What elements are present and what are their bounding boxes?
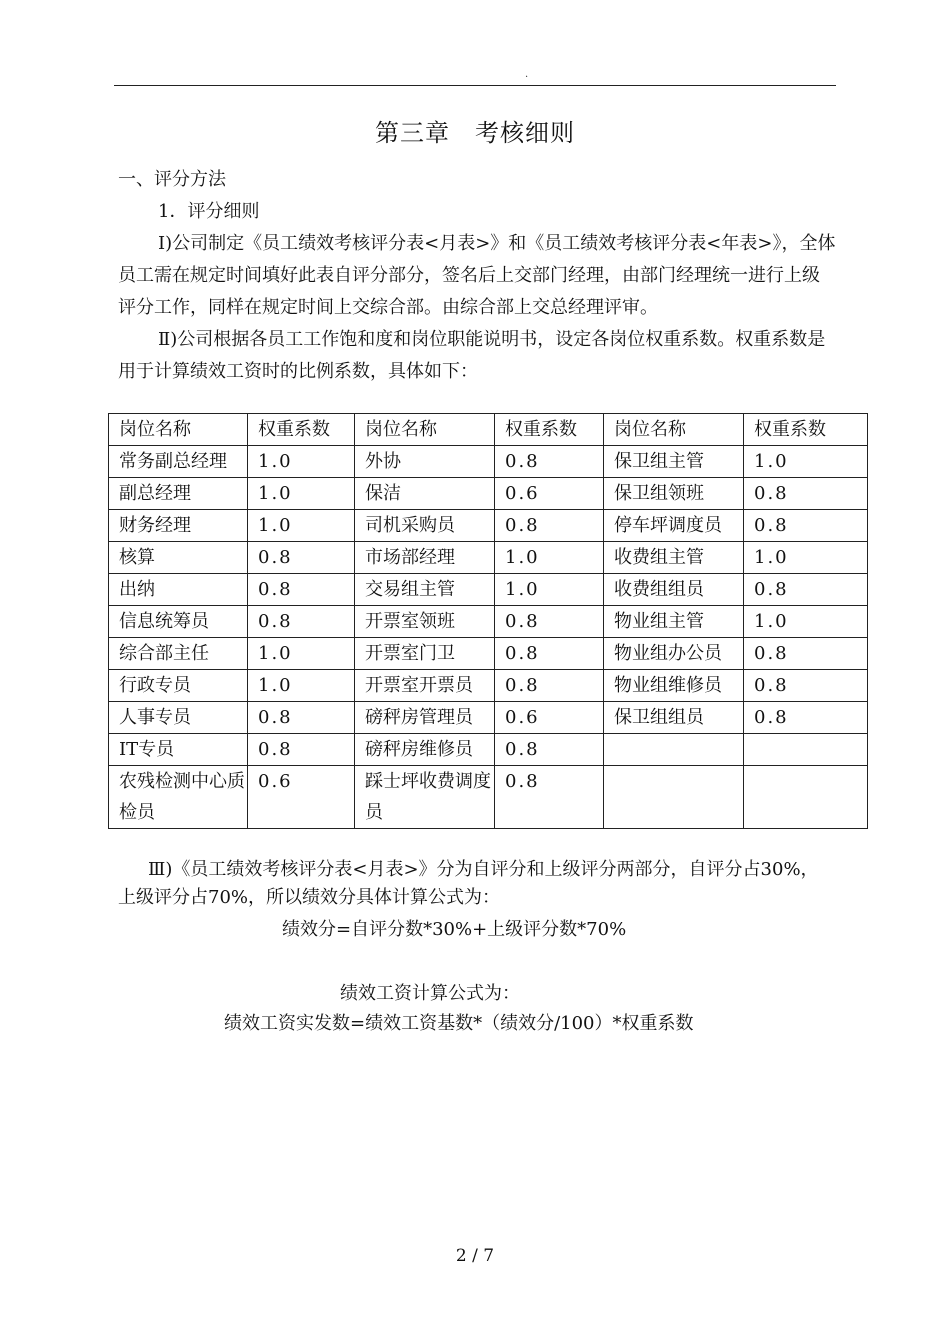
table-cell: 0.8 (248, 734, 355, 766)
table-row (109, 542, 868, 574)
table-cell: 收费组主管 (604, 542, 744, 574)
table-cell: 1.0 (495, 574, 604, 606)
table-cell: 0.8 (248, 702, 355, 734)
table-cell: 1.0 (248, 478, 355, 510)
table-cell: 农残检测中心质检员 (109, 766, 248, 829)
table-cell: 0.8 (248, 542, 355, 574)
table-header-cell: 权重系数 (744, 414, 868, 446)
table-cell: 综合部主任 (109, 638, 248, 670)
table-cell: 磅秤房管理员 (355, 702, 495, 734)
table-cell: 磅秤房维修员 (355, 734, 495, 766)
paragraph-3-line-2: 上级评分占70%，所以绩效分具体计算公式为： (118, 887, 501, 908)
table-header-cell: 权重系数 (495, 414, 604, 446)
table-row (109, 702, 868, 734)
page-number: 2 / 7 (455, 1246, 495, 1266)
table-row (109, 574, 868, 606)
table-cell: 0.8 (495, 766, 604, 829)
table-cell: 外协 (355, 446, 495, 478)
table-cell: 常务副总经理 (109, 446, 248, 478)
table-cell: 开票室开票员 (355, 670, 495, 702)
table-cell (604, 766, 744, 829)
table-cell: 保卫组组员 (604, 702, 744, 734)
table-cell (744, 766, 868, 829)
table-row (109, 510, 868, 542)
table-cell: 1.0 (248, 670, 355, 702)
table-cell: 0.8 (744, 638, 868, 670)
weight-coefficient-table (108, 413, 868, 829)
table-cell: 行政专员 (109, 670, 248, 702)
table-row (109, 670, 868, 702)
table-cell: 市场部经理 (355, 542, 495, 574)
table-cell: 保卫组主管 (604, 446, 744, 478)
chapter-title: 第三章 考核细则 (375, 119, 575, 147)
table-header-cell: 岗位名称 (109, 414, 248, 446)
table-cell: 0.8 (495, 510, 604, 542)
table-cell: 0.8 (744, 574, 868, 606)
table-cell: 信息统筹员 (109, 606, 248, 638)
table-cell: 0.8 (495, 734, 604, 766)
header-rule (114, 85, 836, 86)
table-row (109, 606, 868, 638)
paragraph-1: Ⅰ)公司制定《员工绩效考核评分表<月表>》和《员工绩效考核评分表<年表>》，全体员工需在规定时间填好此表自评分部分，签名后上交部门经理，由部门经理统一进行上级评分工作，同样在规定时间上交综合部。由综合部上交总经理评审。 (118, 233, 836, 318)
table-cell: 0.8 (495, 638, 604, 670)
table-cell: 1.0 (744, 446, 868, 478)
table-cell: 1.0 (248, 446, 355, 478)
table-row (109, 638, 868, 670)
table-cell: 0.8 (744, 702, 868, 734)
table-header-row (109, 414, 868, 446)
table-cell: 0.6 (495, 478, 604, 510)
table-cell (744, 734, 868, 766)
table-cell: 人事专员 (109, 702, 248, 734)
table-cell: 0.6 (248, 766, 355, 829)
table-header-cell: 岗位名称 (355, 414, 495, 446)
formula-salary-label: 绩效工资计算公式为： (340, 983, 520, 1004)
table-cell: 0.8 (744, 670, 868, 702)
table-cell: 1.0 (248, 638, 355, 670)
table-cell: 保洁 (355, 478, 495, 510)
table-cell: 交易组主管 (355, 574, 495, 606)
table-row (109, 446, 868, 478)
table-cell: 0.8 (248, 606, 355, 638)
formula-salary: 绩效工资实发数=绩效工资基数*（绩效分/100）*权重系数 (224, 1013, 694, 1034)
table-cell: 1.0 (744, 542, 868, 574)
table-cell: 物业组办公员 (604, 638, 744, 670)
table-cell: 0.8 (744, 478, 868, 510)
table-cell: 副总经理 (109, 478, 248, 510)
table-cell: 0.8 (495, 446, 604, 478)
table-cell: 0.8 (744, 510, 868, 542)
table-cell: 保卫组领班 (604, 478, 744, 510)
table-row (109, 478, 868, 510)
table-cell: IT专员 (109, 734, 248, 766)
header-dot: . (525, 69, 529, 80)
table-cell: 1.0 (248, 510, 355, 542)
paragraph-3-line-1: Ⅲ)《员工绩效考核评分表<月表>》分为自评分和上级评分两部分，自评分占30%， (148, 859, 819, 880)
table-cell: 0.6 (495, 702, 604, 734)
subsection-heading: 1．评分细则 (158, 201, 260, 222)
table-cell: 1.0 (744, 606, 868, 638)
table-cell: 财务经理 (109, 510, 248, 542)
table-cell: 出纳 (109, 574, 248, 606)
paragraph-2: Ⅱ)公司根据各员工工作饱和度和岗位职能说明书，设定各岗位权重系数。权重系数是用于计算绩效工资时的比例系数，具体如下： (118, 329, 826, 382)
table-cell: 停车坪调度员 (604, 510, 744, 542)
table-row (109, 734, 868, 766)
table-cell: 0.8 (495, 606, 604, 638)
table-header-cell: 权重系数 (248, 414, 355, 446)
table-cell: 司机采购员 (355, 510, 495, 542)
table-cell: 核算 (109, 542, 248, 574)
table-cell: 物业组维修员 (604, 670, 744, 702)
table-row (109, 766, 868, 829)
table-cell: 物业组主管 (604, 606, 744, 638)
formula-performance-score: 绩效分=自评分数*30%+上级评分数*70% (282, 919, 627, 940)
table-header-cell: 岗位名称 (604, 414, 744, 446)
table-cell: 开票室门卫 (355, 638, 495, 670)
table-cell: 开票室领班 (355, 606, 495, 638)
table-cell: 1.0 (495, 542, 604, 574)
table-cell: 收费组组员 (604, 574, 744, 606)
section-heading: 一、评分方法 (118, 169, 226, 190)
table-cell (604, 734, 744, 766)
table-cell: 踩士坪收费调度员 (355, 766, 495, 829)
table-cell: 0.8 (495, 670, 604, 702)
table-cell: 0.8 (248, 574, 355, 606)
